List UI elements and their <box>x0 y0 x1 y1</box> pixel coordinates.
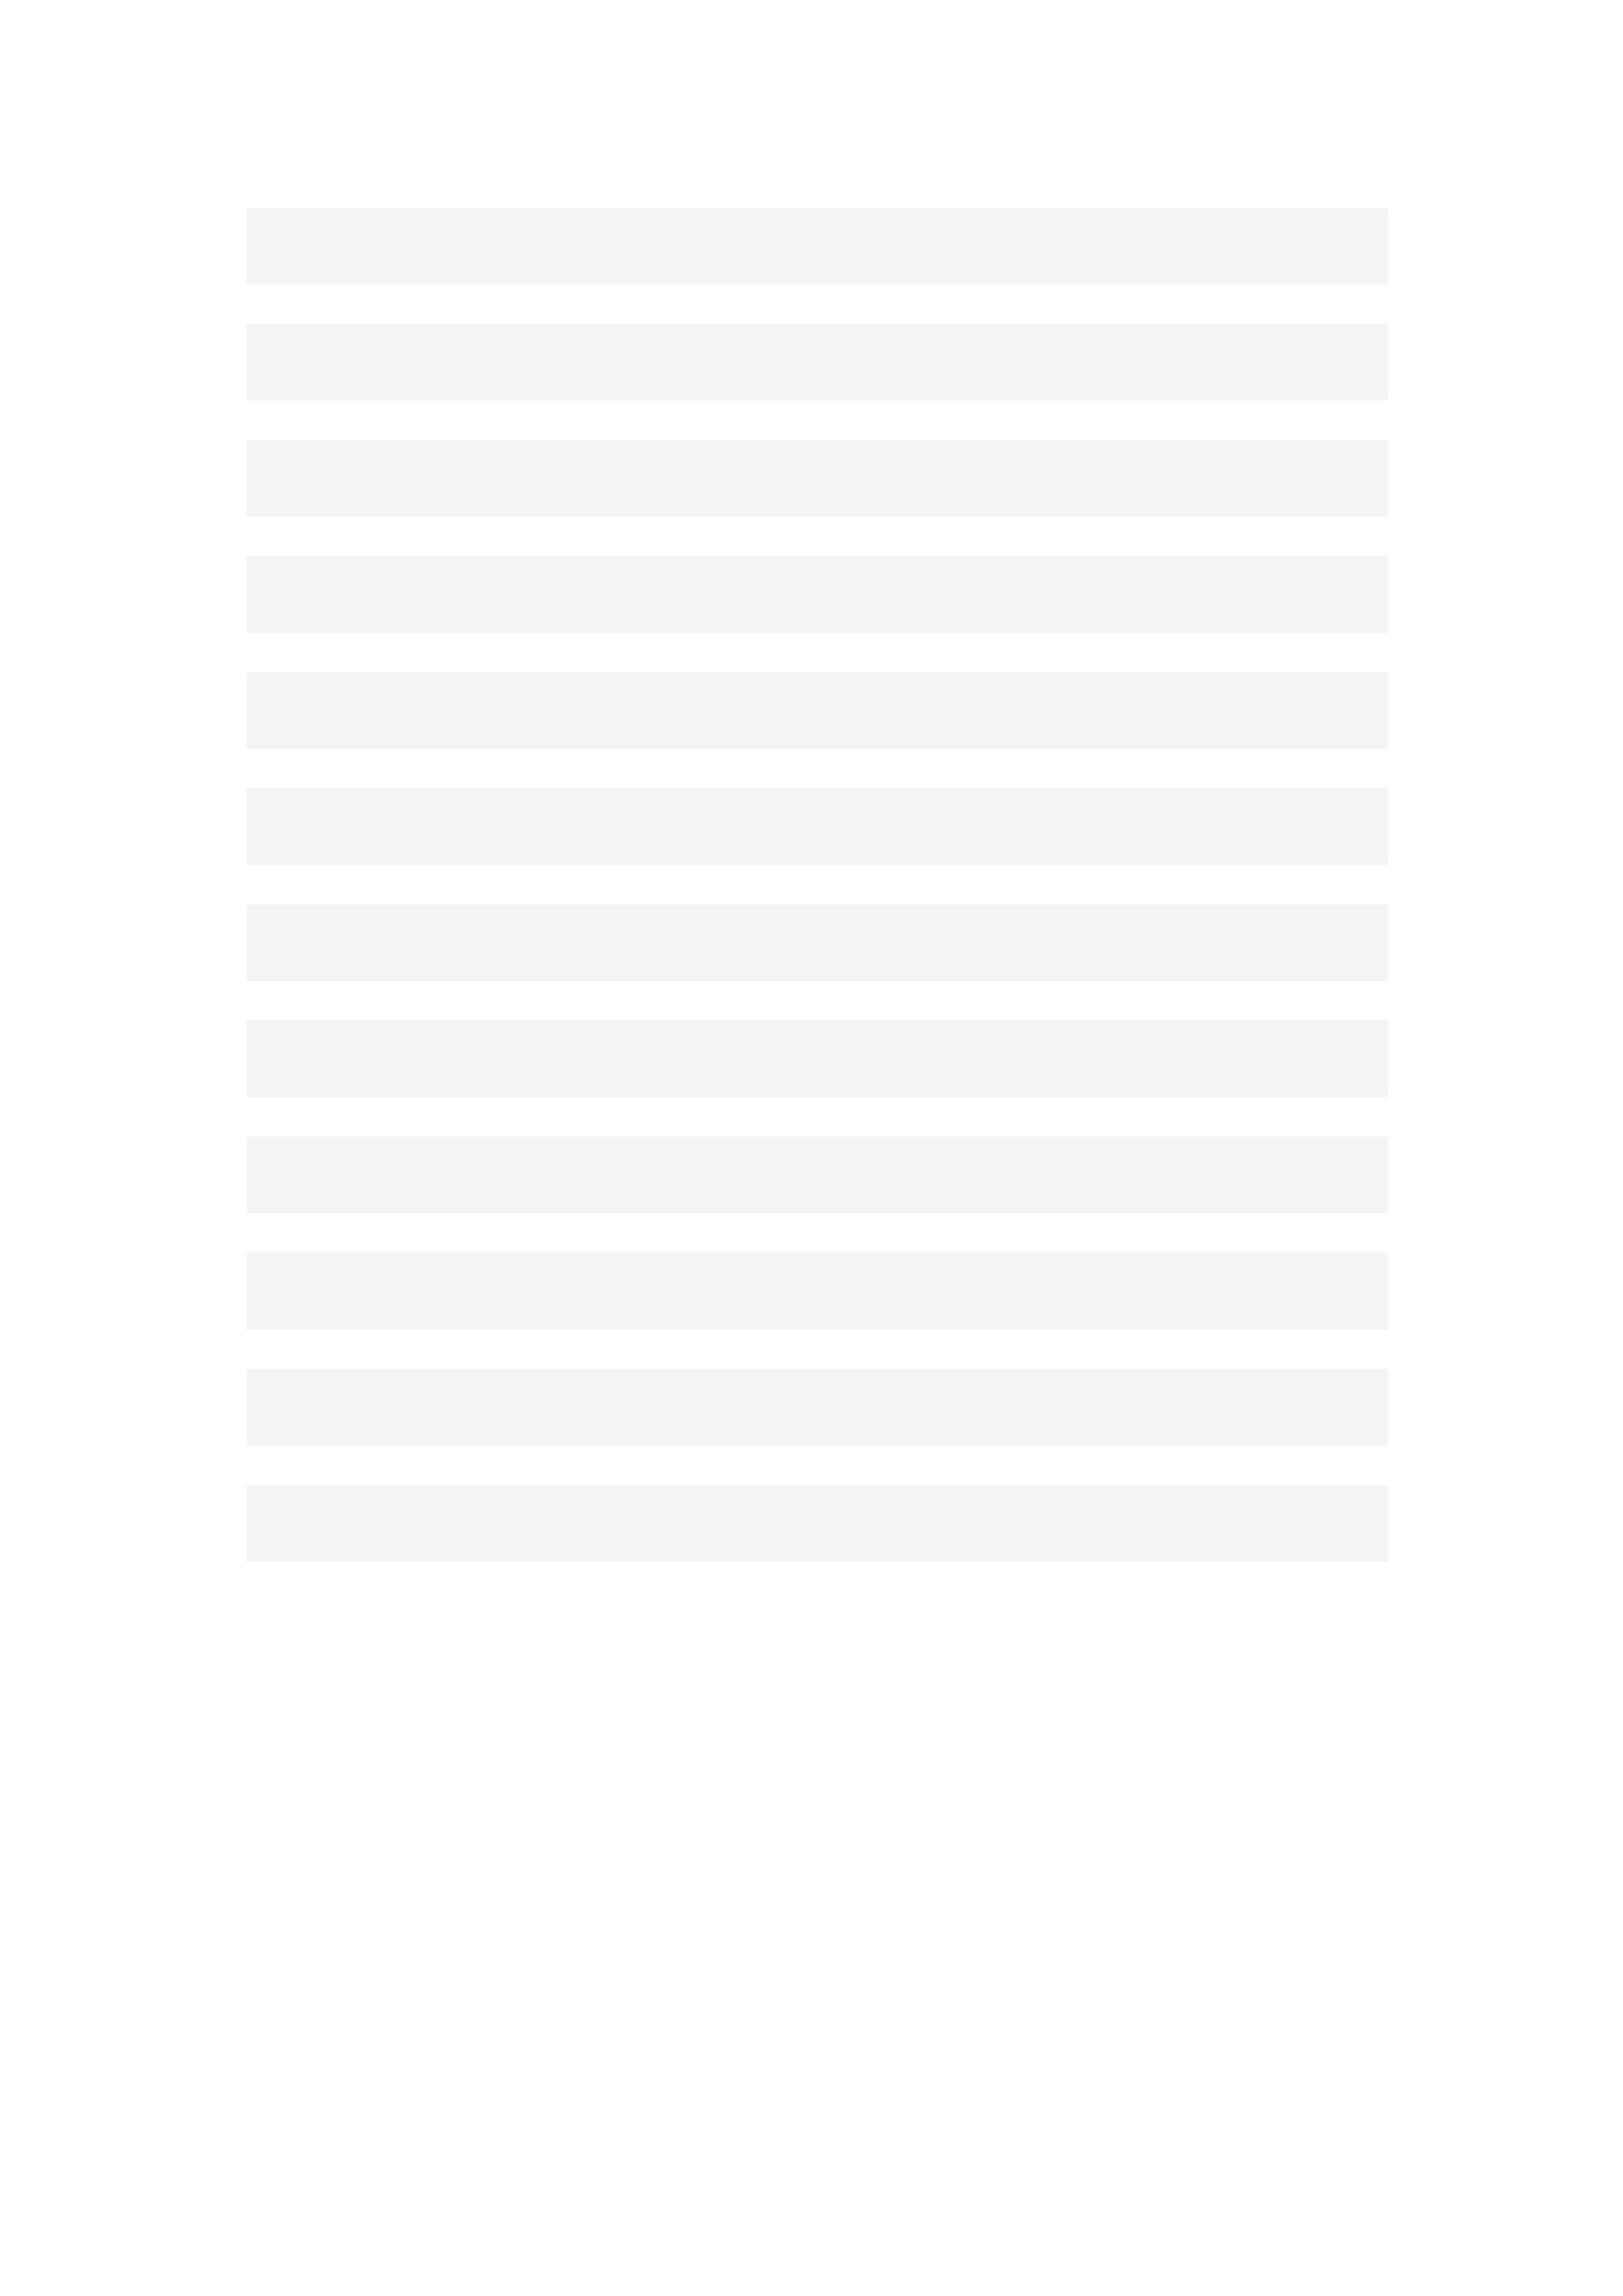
document-paragraph <box>247 1020 1388 1097</box>
document-paragraph <box>247 1369 1388 1446</box>
document-paragraph <box>247 1137 1388 1213</box>
document-paragraph <box>247 208 1388 284</box>
document-paragraph <box>247 556 1388 633</box>
document-paragraph <box>247 788 1388 865</box>
document-body <box>247 208 1388 1562</box>
document-paragraph <box>247 440 1388 517</box>
document-paragraph <box>247 1485 1388 1562</box>
document-paragraph <box>247 672 1388 749</box>
document-paragraph <box>247 1253 1388 1329</box>
document-paragraph <box>247 324 1388 401</box>
document-paragraph <box>247 904 1388 981</box>
